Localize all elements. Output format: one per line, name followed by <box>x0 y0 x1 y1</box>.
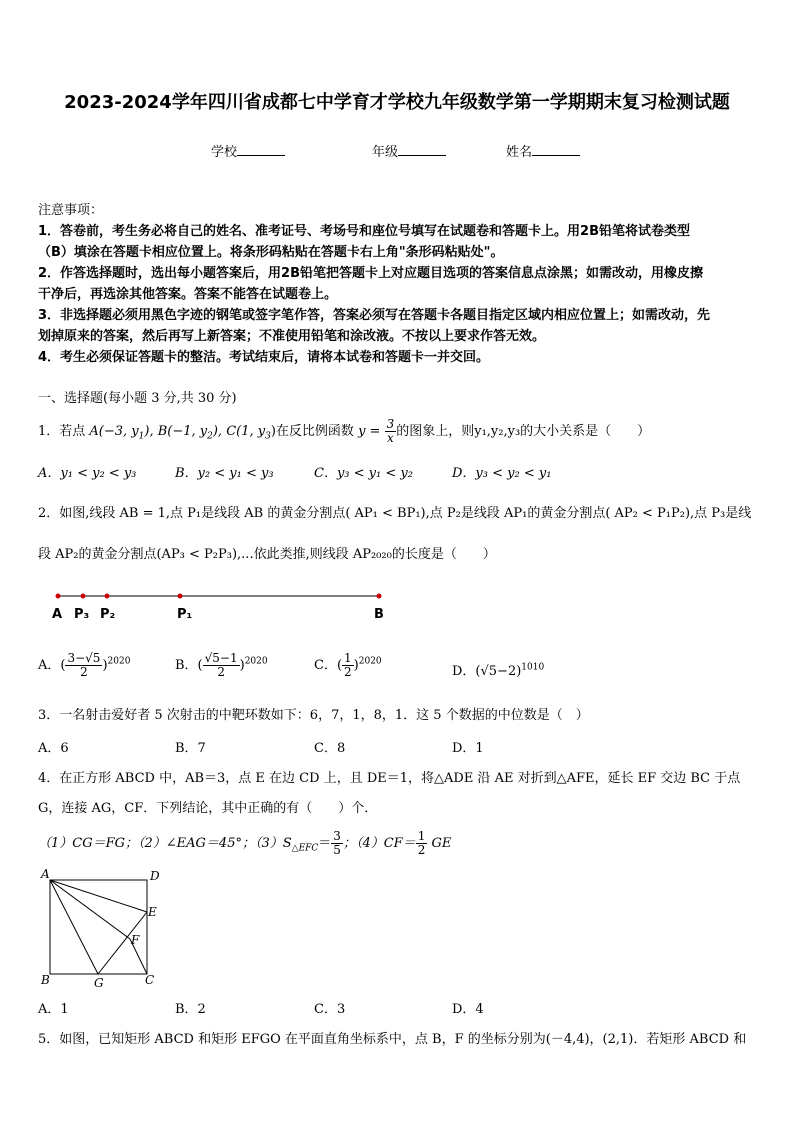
square-figure <box>38 866 168 991</box>
fig-label-e: E <box>148 905 157 919</box>
point-a-dot <box>56 594 61 599</box>
label-a: A <box>52 607 63 622</box>
name-label: 姓名 <box>506 145 533 160</box>
q4-option-c[interactable]: C．3 <box>314 1002 346 1017</box>
grade-blank[interactable] <box>398 143 446 156</box>
q3-option-b[interactable]: B．7 <box>175 741 206 756</box>
question-2-line1: 2．如图,线段 AB = 1,点 P₁是线段 AB 的黄金分割点( AP₁ < BP₁),点 P₂是线段 AP₁的黄金分割点( AP₂ < P₁P₂),点 P₃是线 <box>38 506 752 521</box>
grade-label: 年级 <box>372 145 399 160</box>
name-field[interactable] <box>506 141 580 160</box>
q1-func: y = $\frac{3}{x}$ <box>358 417 395 445</box>
question-4-line1: 4．在正方形 ABCD 中，AB＝3，点 E 在边 CD 上，且 DE＝1，将△ADE 沿 AE 对折到△AFE，延长 EF 交边 BC 于点 <box>38 771 741 786</box>
question-1 <box>38 418 760 449</box>
q4-option-b[interactable]: B．2 <box>175 1002 206 1017</box>
notice-line: 划掉原来的答案，然后再写上新答案；不准使用铅笔和涂改液。不按以上要求作答无效。 <box>38 329 546 344</box>
name-blank[interactable] <box>532 143 580 156</box>
fig-label-g: G <box>94 976 104 990</box>
question-2-line2: 段 AP₂的黄金分割点(AP₃ < P₂P₃),...依此类推,则线段 AP₂₀₂₀的长度是（ ） <box>38 547 496 562</box>
q1-point-c: ), C(1, $y_3$ <box>212 424 271 442</box>
q3-option-d[interactable]: D．1 <box>452 741 484 756</box>
label-p1: P₁ <box>177 607 193 622</box>
q1-point-b: ), B(−1, $y_2$ <box>144 424 213 442</box>
page-title: 2023-2024学年四川省成都七中学育才学校九年级数学第一学期期末复习检测试题 <box>64 92 730 113</box>
fig-label-a: A <box>41 867 50 881</box>
question-4-conditions: （1）CG＝FG；（2）∠EAG＝45°；$(3)S_{\triangle EFC}=$ $\frac{3}{5}$ ；（4）CF＝ $\frac{1}{2}$ GE <box>38 829 452 857</box>
q1-option-a[interactable]: A．y₁ < y₂ < y₃ <box>38 466 137 481</box>
q1-num: 1．若点 <box>38 424 86 439</box>
q3-option-a[interactable]: A．6 <box>38 741 69 756</box>
segment-figure <box>50 588 390 624</box>
point-p2-dot <box>105 594 110 599</box>
line-ag <box>50 880 98 974</box>
notice-block <box>38 200 760 368</box>
school-blank[interactable] <box>237 143 285 156</box>
fig-label-d: D <box>150 869 160 883</box>
q1-tail: 的图象上，则y₁,y₂,y₃的大小关系是（ ） <box>396 424 651 439</box>
q2-option-b[interactable]: B．( $\frac{√5-1}{2}$ )$^{2020}$ <box>175 651 268 679</box>
question-3: 3．一名射击爱好者 5 次射击的中靶环数如下：6，7，1，8，1．这 5 个数据的中位数是（ ） <box>38 708 589 723</box>
fig-label-f: F <box>131 933 140 947</box>
point-b-dot <box>377 594 382 599</box>
notice-line: 2．作答选择题时，选出每小题答案后，用2B铅笔把答题卡上对应题目选项的答案信息点涂黑；如需改动，用橡皮擦 <box>38 266 704 281</box>
fig-label-c: C <box>145 973 155 987</box>
notice-line: 3．非选择题必须用黑色字迹的钢笔或签字笔作答，答案必须写在答题卡各题目指定区域内相应位置上；如需改动，先 <box>38 308 711 323</box>
point-p3-dot <box>81 594 86 599</box>
point-p1-dot <box>178 594 183 599</box>
q1-option-b[interactable]: B．y₂ < y₁ < y₃ <box>175 466 274 481</box>
notice-line: 1．答卷前，考生务必将自己的姓名、准考证号、考场号和座位号填写在试题卷和答题卡上。用2B铅笔将试卷类型 <box>38 224 691 239</box>
q1-point-a: A(−3, $y_1$ <box>89 424 145 442</box>
q2-option-a[interactable]: A．( $\frac{3-√5}{2}$ )$^{2020}$ <box>38 651 131 679</box>
school-field[interactable] <box>211 141 285 160</box>
question-4-line2: G，连接 AG，CF．下列结论，其中正确的有（ ）个． <box>38 801 378 816</box>
q4-option-d[interactable]: D．4 <box>452 1002 484 1017</box>
line-af <box>50 880 130 939</box>
label-p3: P₃ <box>74 607 90 622</box>
fig-label-b: B <box>41 973 50 987</box>
q1-option-c[interactable]: C．y₃ < y₁ < y₂ <box>314 466 413 481</box>
question-5: 5．如图，已知矩形 ABCD 和矩形 EFGO 在平面直角坐标系中，点 B，F 的坐标分别为(－4,4)，(2,1)．若矩形 ABCD 和 <box>38 1032 747 1047</box>
q4-option-a[interactable]: A．1 <box>38 1002 69 1017</box>
notice-line: （B）填涂在答题卡相应位置上。将条形码粘贴在答题卡右上角"条形码粘贴处"。 <box>38 245 504 260</box>
label-p2: P₂ <box>100 607 116 622</box>
q2-option-c[interactable]: C．( $\frac{1}{2}$ )$^{2020}$ <box>314 651 382 679</box>
square-abcd <box>50 880 147 974</box>
notice-line: 4．考生必须保证答题卡的整洁。考试结束后，请将本试卷和答题卡一并交回。 <box>38 350 490 365</box>
q1-option-d[interactable]: D．y₃ < y₂ < y₁ <box>452 466 552 481</box>
section-heading: 一、选择题(每小题 3 分,共 30 分) <box>38 391 237 406</box>
school-label: 学校 <box>211 145 238 160</box>
line-ae <box>50 880 147 912</box>
grade-field[interactable] <box>372 141 446 160</box>
notice-heading: 注意事项： <box>38 203 104 218</box>
q3-option-c[interactable]: C．8 <box>314 741 346 756</box>
q1-mid: )在反比例函数 <box>270 424 354 439</box>
label-b: B <box>374 607 384 622</box>
notice-line: 干净后，再选涂其他答案。答案不能答在试题卷上。 <box>38 287 338 302</box>
q2-option-d[interactable]: D．$(√5-2)^{1010}$ <box>452 662 545 679</box>
